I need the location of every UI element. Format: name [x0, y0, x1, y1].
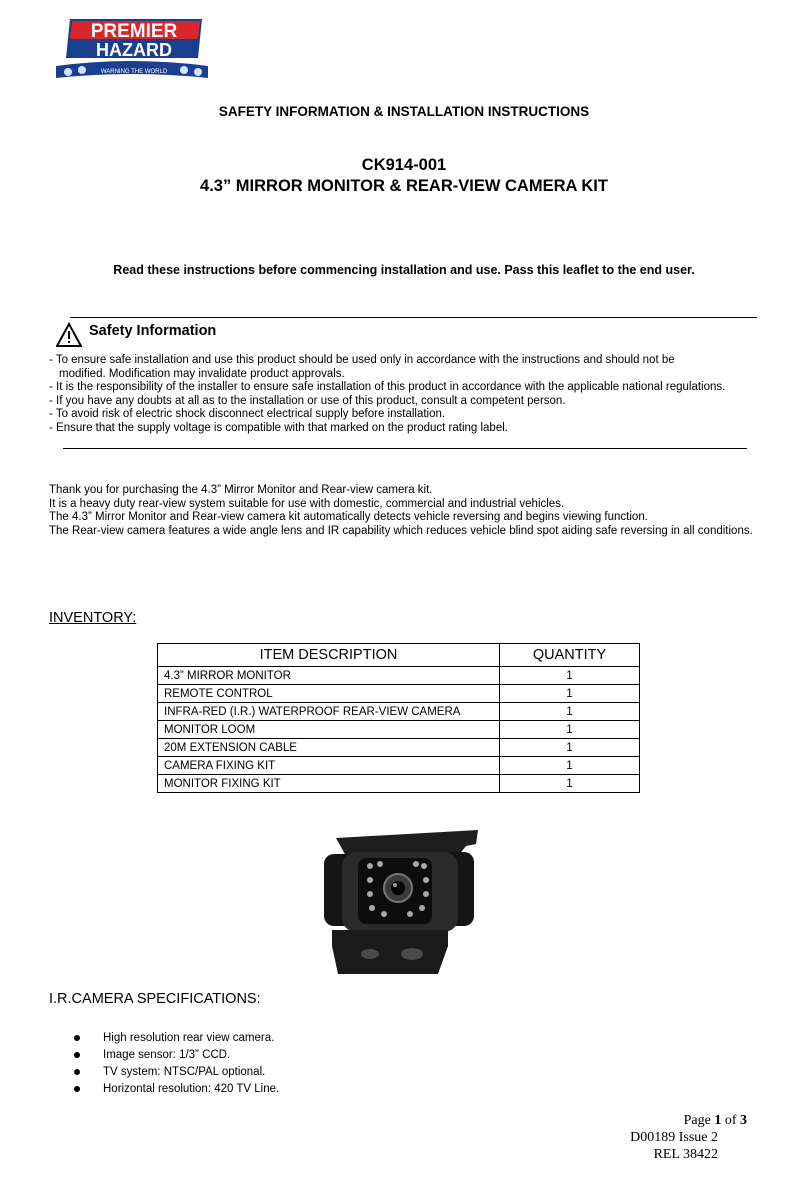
of-label: of — [721, 1113, 740, 1128]
item-cell: MONITOR LOOM — [158, 721, 500, 739]
bullet-icon — [74, 1086, 80, 1092]
bullet-icon — [74, 1052, 80, 1058]
safety-list — [49, 354, 769, 436]
quantity-cell: 1 — [500, 685, 640, 703]
premier-hazard-logo — [52, 16, 212, 88]
spec-text: Image sensor: 1/3” CCD. — [103, 1049, 231, 1061]
intro-line: The 4.3” Mirror Monitor and Rear-view camera kit automatically detects vehicle reversing and begins viewing function. — [49, 511, 648, 524]
list-item — [66, 1064, 279, 1081]
rear-view-camera-image — [318, 826, 480, 976]
item-cell: INFRA-RED (I.R.) WATERPROOF REAR-VIEW CAMERA — [158, 703, 500, 721]
spec-text: Horizontal resolution: 420 TV Line. — [103, 1083, 280, 1095]
intro-line: The Rear-view camera features a wide angle lens and IR capability which reduces vehicle blind spot aiding safe reversing in all conditions. — [49, 524, 753, 537]
safety-heading: Safety Information — [89, 323, 217, 339]
quantity-cell: 1 — [500, 667, 640, 685]
page-number — [684, 1113, 747, 1129]
safety-item: modified. Modification may invalidate product approvals. — [59, 367, 345, 380]
inventory-table — [157, 643, 640, 793]
page-label: Page — [683, 1113, 715, 1128]
document-reference: D00189 Issue 2 — [630, 1130, 718, 1145]
table-row — [158, 739, 640, 757]
safety-item: - If you have any doubts at all as to the installation or use of this product, consult a competent person. — [49, 394, 566, 407]
product-title: 4.3” MIRROR MONITOR & REAR-VIEW CAMERA KIT — [200, 177, 608, 195]
logo-tagline: WARNING THE WORLD — [100, 69, 168, 75]
table-row — [158, 667, 640, 685]
logo-line1: PREMIER — [90, 21, 178, 42]
release-reference: REL 38422 — [653, 1147, 718, 1162]
column-header-quantity: QUANTITY — [500, 644, 640, 667]
list-item — [66, 1081, 279, 1098]
intro-line: It is a heavy duty rear-view system suitable for use with domestic, commercial and industrial vehicles. — [49, 497, 565, 510]
total-pages: 3 — [740, 1113, 747, 1128]
column-header-item: ITEM DESCRIPTION — [158, 644, 500, 667]
safety-item: - It is the responsibility of the installer to ensure safe installation of this product in accordance with the applicable national regulations. — [49, 381, 726, 394]
table-row — [158, 757, 640, 775]
item-cell: 4.3” MIRROR MONITOR — [158, 667, 500, 685]
table-row — [158, 721, 640, 739]
document-subtitle: SAFETY INFORMATION & INSTALLATION INSTRUCTIONS — [218, 104, 590, 119]
intro-line: Thank you for purchasing the 4.3” Mirror Monitor and Rear-view camera kit. — [49, 484, 433, 496]
bullet-icon — [74, 1035, 80, 1041]
bullet-icon — [74, 1069, 80, 1075]
table-row — [158, 703, 640, 721]
table-row — [158, 775, 640, 793]
product-code: CK914-001 — [361, 156, 447, 174]
spec-text: High resolution rear view camera. — [103, 1032, 275, 1044]
item-cell: REMOTE CONTROL — [158, 685, 500, 703]
table-header-row — [158, 644, 640, 667]
item-cell: 20M EXTENSION CABLE — [158, 739, 500, 757]
quantity-cell: 1 — [500, 757, 640, 775]
safety-item: - To avoid risk of electric shock disconnect electrical supply before installation. — [49, 408, 446, 421]
item-cell: MONITOR FIXING KIT — [158, 775, 500, 793]
logo-line2: HAZARD — [96, 40, 172, 60]
quantity-cell: 1 — [500, 721, 640, 739]
table-row — [158, 685, 640, 703]
read-first-notice: Read these instructions before commencing installation and use. Pass this leaflet to the end user. — [113, 263, 695, 277]
list-item — [66, 1047, 279, 1064]
current-page: 1 — [714, 1113, 722, 1128]
quantity-cell: 1 — [500, 739, 640, 757]
warning-triangle-icon — [56, 322, 82, 348]
spec-text: TV system: NTSC/PAL optional. — [103, 1066, 266, 1078]
intro-paragraph — [49, 484, 769, 538]
divider-top — [70, 317, 757, 318]
inventory-heading: INVENTORY: — [49, 610, 137, 626]
safety-item: - To ensure safe installation and use this product should be used only in accordance with the instructions and should not be — [49, 354, 675, 366]
quantity-cell: 1 — [500, 775, 640, 793]
quantity-cell: 1 — [500, 703, 640, 721]
divider-bottom — [63, 448, 747, 449]
list-item — [66, 1030, 279, 1047]
specifications-heading: I.R.CAMERA SPECIFICATIONS: — [49, 991, 261, 1007]
safety-item: - Ensure that the supply voltage is compatible with that marked on the product rating label. — [49, 421, 508, 434]
item-cell: CAMERA FIXING KIT — [158, 757, 500, 775]
specifications-list — [66, 1030, 279, 1098]
